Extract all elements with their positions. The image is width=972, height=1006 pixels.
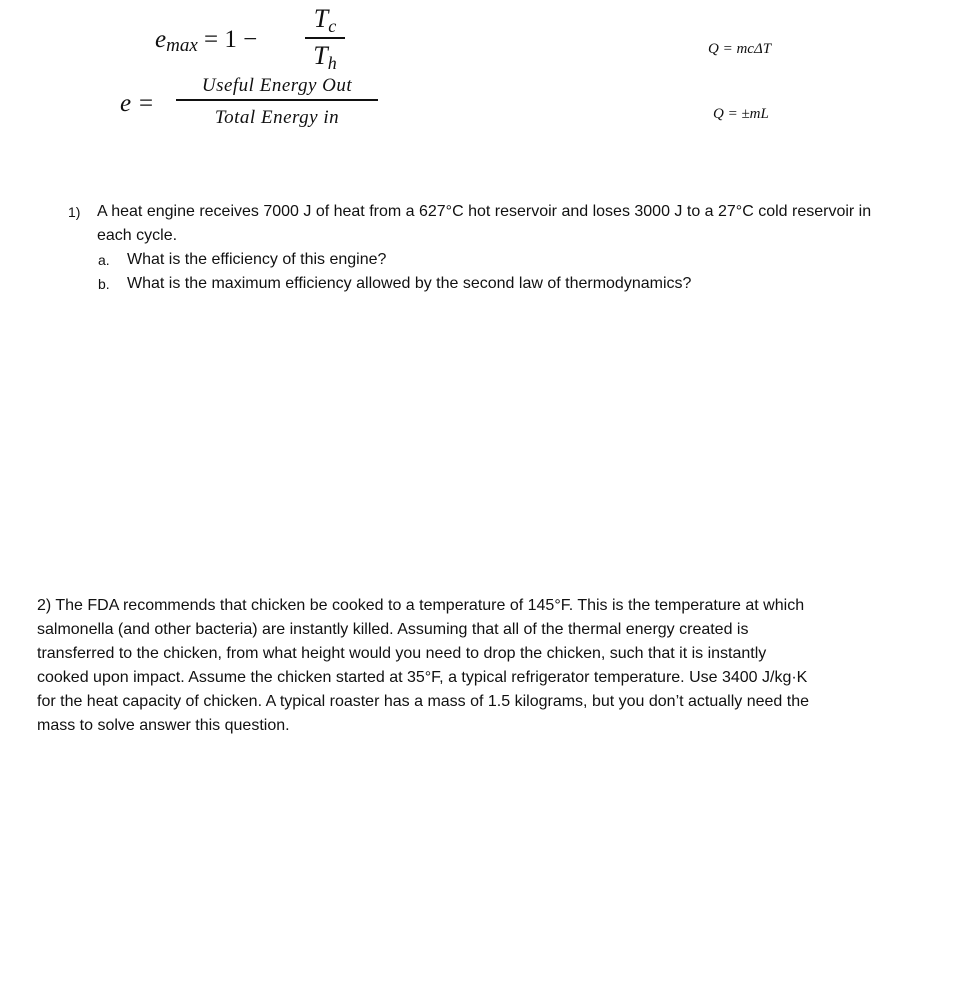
emax-variable: e bbox=[155, 26, 167, 53]
th-subscript: h bbox=[327, 53, 337, 73]
max-efficiency-lhs bbox=[155, 26, 257, 57]
energy-ratio-denominator: Total Energy in bbox=[214, 107, 340, 128]
question-1-part-a bbox=[98, 248, 928, 272]
question-2-line: salmonella (and other bacteria) are instantly killed. Assuming that all of the thermal energy created is bbox=[37, 621, 749, 638]
part-letter: b. bbox=[98, 276, 110, 292]
question-2-line: 2) The FDA recommends that chicken be cooked to a temperature of 145°F. This is the temperature at which bbox=[37, 597, 805, 614]
efficiency-formula bbox=[120, 74, 390, 134]
question-2 bbox=[37, 594, 937, 738]
question-2-line: transferred to the chicken, from what height would you need to drop the chicken, such that it is instantly bbox=[37, 645, 767, 662]
temperature-ratio-numerator bbox=[303, 2, 347, 35]
question-2-line: for the heat capacity of chicken. A typical roaster has a mass of 1.5 kilograms, but you don’t actually need the bbox=[37, 693, 809, 710]
question-2-line: mass to solve answer this question. bbox=[37, 717, 290, 734]
question-1 bbox=[68, 200, 928, 296]
part-text: What is the efficiency of this engine? bbox=[127, 251, 387, 268]
emax-subscript: max bbox=[166, 35, 198, 56]
specific-heat-formula: Q = mcΔT bbox=[708, 41, 772, 57]
energy-ratio-fraction bbox=[176, 74, 378, 131]
tc-subscript: c bbox=[328, 16, 337, 36]
tc-variable: T bbox=[313, 4, 329, 33]
question-1-number: 1) bbox=[68, 204, 81, 220]
question-1-parts bbox=[98, 248, 928, 296]
energy-ratio-numerator: Useful Energy Out bbox=[201, 75, 353, 96]
fraction-bar bbox=[305, 37, 345, 39]
th-variable: T bbox=[313, 41, 328, 70]
temperature-ratio-denominator bbox=[303, 41, 347, 74]
fraction-bar bbox=[176, 99, 378, 101]
emax-one-minus: = 1 − bbox=[204, 26, 258, 53]
question-2-line: cooked upon impact. Assume the chicken started at 35°F, a typical refrigerator temperature. Use 3400 J/kg·K bbox=[37, 669, 808, 686]
part-text: What is the maximum efficiency allowed by the second law of thermodynamics? bbox=[127, 275, 692, 292]
efficiency-lhs: e = bbox=[120, 90, 155, 117]
latent-heat-formula: Q = ±mL bbox=[713, 106, 769, 122]
max-efficiency-formula bbox=[155, 2, 355, 74]
question-1-stem bbox=[68, 200, 928, 248]
part-letter: a. bbox=[98, 252, 110, 268]
question-1-part-b bbox=[98, 272, 928, 296]
question-1-text: A heat engine receives 7000 J of heat from a 627°C hot reservoir and loses 3000 J to a 27°C cold reservoir in each cycle. bbox=[97, 203, 872, 244]
temperature-ratio-fraction bbox=[303, 2, 347, 74]
